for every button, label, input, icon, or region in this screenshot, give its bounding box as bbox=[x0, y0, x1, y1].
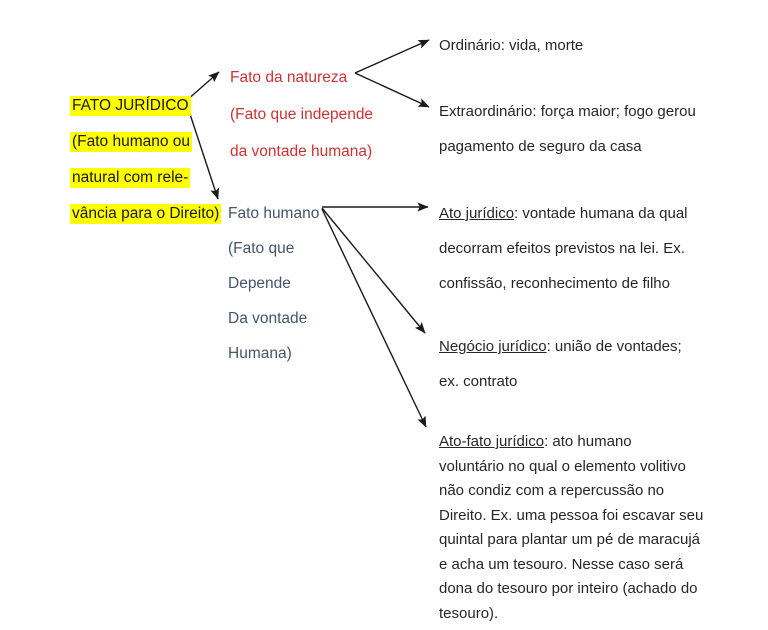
node-humano-line-1: Fato humano bbox=[228, 205, 320, 222]
node-natureza-line-2: (Fato que independe bbox=[230, 106, 374, 123]
node-ato-fato-juridico-desc: : ato humano bbox=[544, 433, 632, 450]
node-humano-line-5: Humana) bbox=[228, 345, 292, 362]
node-ordinario-line-1: Ordinário: vida, morte bbox=[439, 37, 584, 54]
node-ordinario bbox=[439, 28, 739, 63]
node-ato-juridico-term: Ato jurídico bbox=[439, 205, 515, 222]
node-ato-fato-juridico-term: Ato-fato jurídico bbox=[439, 433, 545, 450]
node-humano-line-2: (Fato que bbox=[228, 240, 295, 257]
node-extraordinario-line-1: Extraordinário: força maior; fogo gerou bbox=[439, 103, 696, 120]
node-ato-fato-juridico-line-1 bbox=[439, 430, 729, 455]
node-negocio-juridico-line-1 bbox=[439, 329, 729, 364]
node-negocio-juridico-desc: : união de vontades; bbox=[546, 338, 682, 355]
highlight-text: FATO JURÍDICO bbox=[72, 97, 189, 114]
node-root-line-4 bbox=[70, 196, 221, 232]
connector-humano-to-negocio-juridico bbox=[322, 208, 425, 333]
connector-humano-to-ato-fato-juridico bbox=[322, 209, 426, 427]
node-negocio-juridico-line-2: ex. contrato bbox=[439, 373, 518, 390]
node-root-line-2 bbox=[70, 124, 221, 160]
highlight-text: (Fato humano ou bbox=[72, 133, 191, 150]
node-fato-humano bbox=[228, 196, 319, 371]
node-ato-fato-juridico-line-8: tesouro). bbox=[439, 604, 499, 622]
node-ato-fato-juridico-line-7: dona do tesouro por inteiro (achado do bbox=[439, 580, 698, 597]
node-extraordinario bbox=[439, 94, 739, 164]
node-humano-line-4: Da vontade bbox=[228, 310, 308, 327]
node-ato-fato-juridico-line-5: quintal para plantar um pé de maracujá bbox=[439, 531, 700, 548]
node-ato-fato-juridico-line-6: e acha um tesouro. Nesse caso será bbox=[439, 555, 684, 573]
highlight-text: natural com rele- bbox=[72, 169, 189, 186]
node-negocio-juridico bbox=[439, 329, 729, 399]
node-natureza-line-1: Fato da natureza bbox=[230, 69, 348, 86]
node-root-line-3 bbox=[70, 160, 221, 196]
node-ato-juridico-line-1 bbox=[439, 196, 729, 231]
node-humano-line-3: Depende bbox=[228, 275, 291, 292]
highlight-text: vância para o Direito) bbox=[72, 205, 220, 222]
node-fato-juridico bbox=[70, 88, 221, 232]
node-ato-juridico-line-3: confissão, reconhecimento de filho bbox=[439, 275, 670, 292]
node-ato-fato-juridico-line-2: voluntário no qual o elemento volitivo bbox=[439, 457, 686, 475]
node-ato-juridico-line-2: decorram efeitos previstos na lei. Ex. bbox=[439, 240, 685, 257]
node-ato-fato-juridico bbox=[439, 430, 729, 626]
node-fato-da-natureza bbox=[230, 59, 373, 170]
node-ato-juridico bbox=[439, 196, 729, 301]
node-ato-fato-juridico-line-3: não condiz com a repercussão no bbox=[439, 482, 665, 499]
node-root-line-1 bbox=[70, 88, 221, 124]
node-ato-juridico-desc: : vontade humana da qual bbox=[514, 205, 688, 222]
node-natureza-line-3: da vontade humana) bbox=[230, 143, 373, 160]
node-negocio-juridico-term: Negócio jurídico bbox=[439, 338, 547, 355]
node-extraordinario-line-2: pagamento de seguro da casa bbox=[439, 138, 642, 155]
node-ato-fato-juridico-line-4: Direito. Ex. uma pessoa foi escavar seu bbox=[439, 506, 704, 524]
